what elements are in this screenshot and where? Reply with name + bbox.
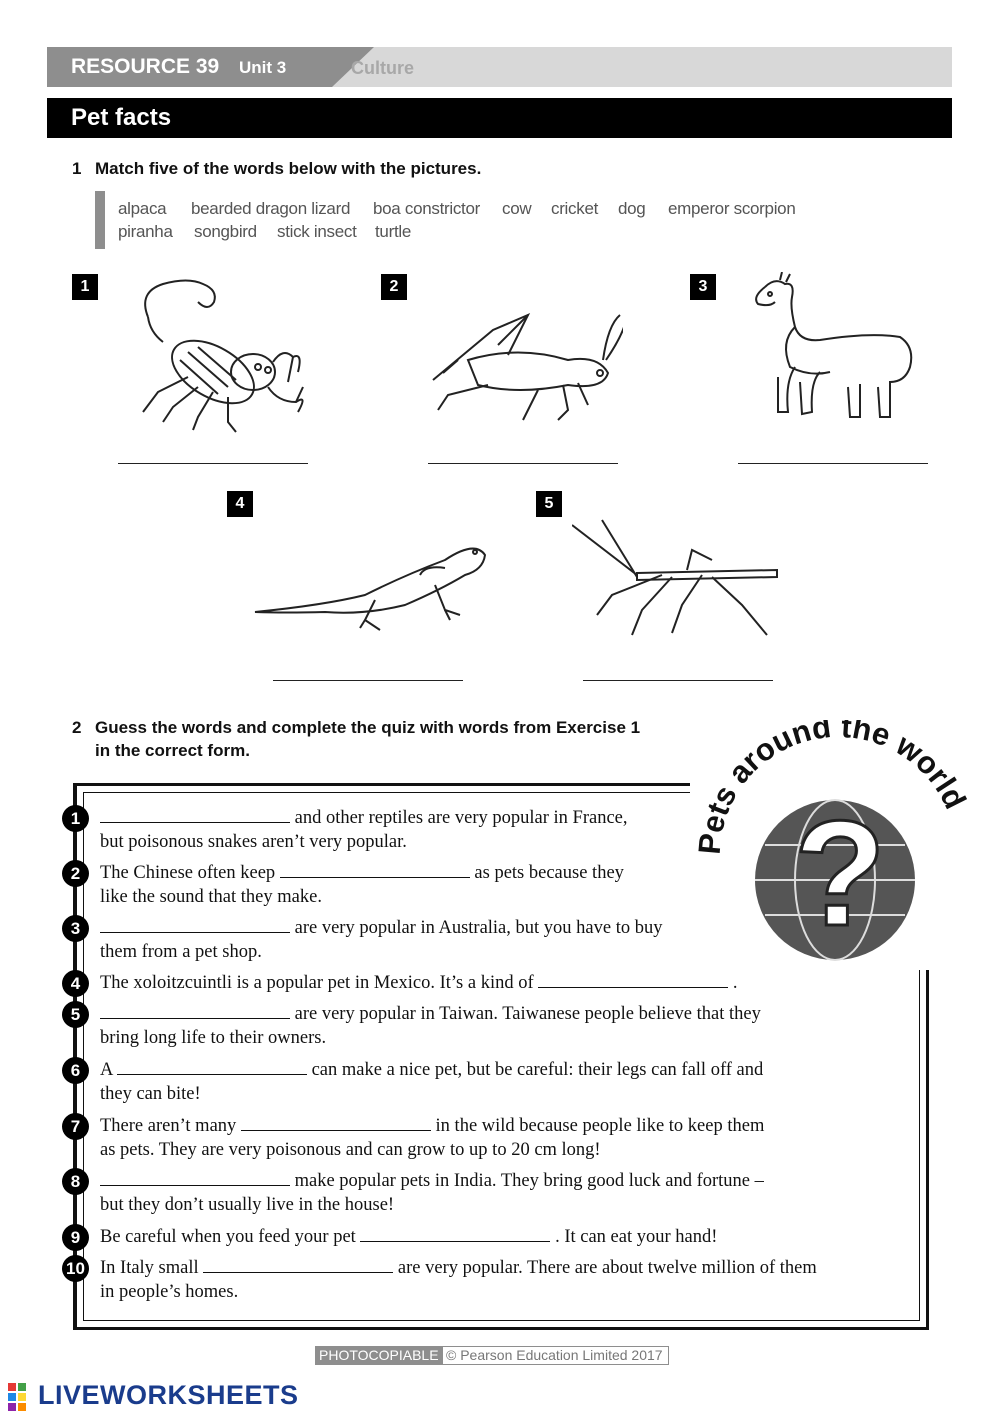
question-text: There aren’t many — [100, 1116, 241, 1136]
cricket-drawing — [428, 285, 623, 435]
exercise-number: 1 — [72, 159, 82, 178]
page-title-bar — [47, 98, 952, 138]
question-text: are very popular in Australia, but you have to buy — [290, 918, 663, 938]
picture-number: 4 — [227, 491, 253, 517]
word-item: emperor scorpion — [668, 199, 796, 218]
question-number: 4 — [62, 970, 89, 997]
question-line — [100, 1060, 763, 1081]
brand-text: LIVEWORKSHEETS — [38, 1380, 299, 1410]
answer-line[interactable] — [583, 680, 773, 681]
exercise-number: 2 — [72, 718, 82, 737]
question-number: 7 — [62, 1113, 89, 1140]
pets-around-world-logo — [690, 720, 990, 970]
question-number: 3 — [62, 915, 89, 942]
photocopiable-label: PHOTOCOPIABLE — [315, 1346, 443, 1365]
resource-header — [47, 47, 952, 87]
answer-blank[interactable] — [117, 1060, 307, 1075]
lizard-drawing — [245, 530, 490, 640]
question-line — [100, 973, 738, 994]
answer-blank[interactable] — [100, 1004, 290, 1019]
question-text: A — [100, 1060, 117, 1080]
word-item: boa constrictor — [373, 199, 480, 218]
question-text: The xoloitzcuintli is a popular pet in Mexico. It’s a kind of — [100, 973, 539, 993]
question-text: . It can eat your hand! — [550, 1227, 718, 1247]
question-text: In Italy small — [100, 1258, 204, 1278]
question-line: bring long life to their owners. — [100, 1028, 327, 1048]
page-title: Pet facts — [71, 104, 172, 131]
answer-blank[interactable] — [538, 973, 728, 988]
question-line: they can bite! — [100, 1084, 201, 1104]
question-number: 2 — [62, 860, 89, 887]
word-item: piranha — [118, 222, 173, 241]
question-number: 1 — [62, 805, 89, 832]
word-item: cricket — [551, 199, 599, 218]
question-line: but they don’t usually live in the house! — [100, 1195, 395, 1215]
answer-blank[interactable] — [100, 808, 290, 823]
question-number: 9 — [62, 1224, 89, 1251]
instruction-text: in the correct form. — [95, 741, 250, 760]
copyright-label: © Pearson Education Limited 2017 — [440, 1346, 669, 1365]
answer-blank[interactable] — [280, 863, 470, 878]
question-number: 5 — [62, 1001, 89, 1028]
question-line — [100, 1227, 717, 1248]
question-text: The Chinese often keep — [100, 863, 280, 883]
word-item: bearded dragon lizard — [191, 199, 351, 218]
question-mark-icon: ? — [794, 789, 886, 957]
answer-line[interactable] — [273, 680, 463, 681]
instruction-text: Guess the words and complete the quiz with words from Exercise 1 — [95, 718, 641, 737]
answer-line[interactable] — [428, 463, 618, 464]
word-item: songbird — [194, 222, 257, 241]
question-line — [100, 1116, 764, 1137]
question-line: them from a pet shop. — [100, 942, 262, 962]
stick-insect-drawing — [572, 515, 787, 645]
question-line — [100, 918, 662, 939]
scorpion-drawing — [118, 272, 313, 442]
question-text: are very popular in Taiwan. Taiwanese people believe that they — [290, 1004, 761, 1024]
question-line: like the sound that they make. — [100, 887, 322, 907]
question-line — [100, 1258, 817, 1279]
question-line: but poisonous snakes aren’t very popular. — [100, 832, 407, 852]
question-text: can make a nice pet, but be careful: their legs can fall off and — [306, 1060, 764, 1080]
answer-blank[interactable] — [203, 1258, 393, 1273]
question-text: as pets because they — [469, 863, 624, 883]
word-item: dog — [618, 199, 646, 218]
answer-line[interactable] — [118, 463, 308, 464]
answer-blank[interactable] — [241, 1116, 431, 1131]
blocks-icon — [8, 1383, 36, 1413]
question-text: Be careful when you feed your pet — [100, 1227, 361, 1247]
section-label: Culture — [351, 58, 414, 78]
unit-label: Unit 3 — [239, 58, 287, 77]
question-text: make popular pets in India. They bring good luck and fortune – — [290, 1171, 764, 1191]
question-number: 10 — [62, 1255, 89, 1282]
word-item: stick insect — [277, 222, 357, 241]
question-text: are very popular. There are about twelve million of them — [393, 1258, 817, 1278]
question-line — [100, 1004, 761, 1025]
logo-text: Pets around the world — [691, 720, 974, 856]
word-item: turtle — [375, 222, 411, 241]
question-line — [100, 808, 628, 829]
question-text: and other reptiles are very popular in France, — [290, 808, 628, 828]
question-text: in the wild because people like to keep them — [430, 1116, 765, 1136]
instruction-text: Match five of the words below with the pictures. — [95, 159, 482, 178]
question-number: 8 — [62, 1168, 89, 1195]
picture-number: 2 — [381, 274, 407, 300]
picture-number: 5 — [536, 491, 562, 517]
word-item: alpaca — [118, 199, 167, 218]
question-line — [100, 863, 624, 884]
question-text: . — [728, 973, 738, 993]
word-box-bar — [95, 191, 105, 249]
word-item: cow — [502, 199, 532, 218]
question-line — [100, 1171, 764, 1192]
question-line: in people’s homes. — [100, 1282, 239, 1302]
answer-blank[interactable] — [360, 1227, 550, 1242]
answer-blank[interactable] — [100, 1171, 290, 1186]
answer-blank[interactable] — [100, 918, 290, 933]
picture-number: 1 — [72, 274, 98, 300]
alpaca-drawing — [740, 272, 930, 432]
question-line: as pets. They are very poisonous and can grow to up to 20 cm long! — [100, 1140, 601, 1160]
answer-line[interactable] — [738, 463, 928, 464]
resource-label: RESOURCE 39 — [71, 55, 220, 78]
question-number: 6 — [62, 1057, 89, 1084]
picture-number: 3 — [690, 274, 716, 300]
